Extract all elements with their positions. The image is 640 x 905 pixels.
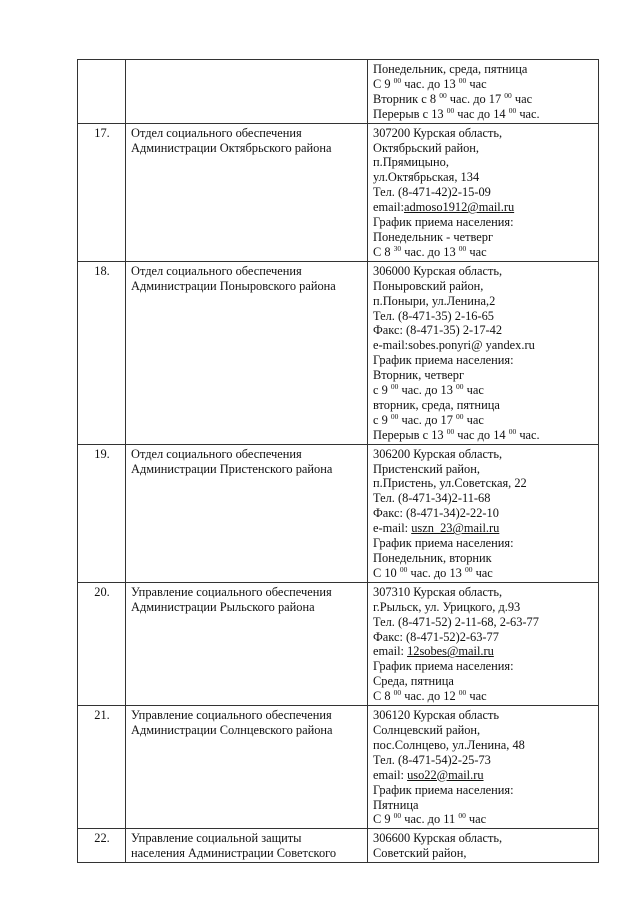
- contact-text: час: [463, 383, 484, 398]
- contact-line: [373, 783, 594, 798]
- contact-line: [373, 383, 594, 398]
- office-name-line: населения Администрации Советского: [131, 846, 337, 861]
- contact-text: час. до 13: [401, 76, 459, 91]
- contact-text: С 8: [373, 689, 394, 704]
- time-minutes: 00: [393, 688, 402, 698]
- contact-text: час.: [516, 427, 540, 442]
- email-link[interactable]: admoso1912@mail.ru: [403, 200, 515, 215]
- contact-text: С 8: [373, 244, 394, 259]
- office-contact-cell: [368, 706, 599, 829]
- contact-text: Перерыв с 13: [373, 427, 447, 442]
- contact-line: [373, 738, 594, 753]
- contact-text: Понедельник, среда, пятница: [373, 62, 528, 76]
- contact-text: с 9: [373, 383, 391, 398]
- contact-line: [373, 92, 594, 107]
- contact-text: час: [511, 91, 533, 106]
- contact-text: час: [466, 689, 487, 704]
- office-name-line: Администрации Октябрьского района: [131, 140, 332, 155]
- contact-line: [373, 536, 594, 551]
- contact-text: Пятница: [373, 797, 419, 812]
- contact-line: [373, 398, 594, 413]
- contact-line: [373, 521, 594, 536]
- office-contact-cell: [368, 444, 599, 582]
- contact-line: [373, 141, 594, 156]
- contact-line: [373, 798, 594, 813]
- office-name-cell: [126, 123, 368, 261]
- contact-line: [373, 353, 594, 368]
- contact-line: [373, 279, 594, 294]
- contact-text: с 9: [373, 412, 391, 427]
- table-row: [78, 123, 599, 261]
- contact-text: График приема населения:: [373, 536, 514, 551]
- row-number: 20.: [78, 582, 126, 705]
- office-name-line: Администрации Солнцевского района: [131, 722, 333, 737]
- contact-line: [373, 644, 594, 659]
- contact-text: Пристенский район,: [373, 461, 480, 476]
- contact-line: [373, 689, 594, 704]
- contact-line: [373, 245, 594, 260]
- office-name-line: Управление социальной защиты: [131, 831, 302, 846]
- contact-line: [373, 506, 594, 521]
- contact-text: час. до 13: [398, 383, 456, 398]
- office-name-cell: [126, 706, 368, 829]
- office-name-line: Администрации Пристенского района: [131, 461, 333, 476]
- contact-text: час: [466, 244, 487, 259]
- contact-line: [373, 107, 594, 122]
- contact-line: [373, 566, 594, 581]
- contact-line: [373, 323, 594, 338]
- contact-text: График приема населения:: [373, 782, 514, 797]
- time-minutes: 00: [390, 411, 399, 421]
- contact-text: Тел. (8-471-35) 2-16-65: [373, 308, 494, 323]
- contact-text: График приема населения:: [373, 215, 514, 230]
- table-row: [78, 829, 599, 863]
- time-minutes: 00: [399, 564, 408, 574]
- time-minutes: 00: [446, 105, 455, 115]
- contact-text: Тел. (8-471-42)2-15-09: [373, 185, 491, 200]
- office-name-line: Отдел социального обеспечения: [131, 263, 302, 278]
- office-name-line: Администрации Рыльского района: [131, 599, 315, 614]
- table-row: [78, 444, 599, 582]
- time-minutes: 00: [458, 688, 467, 698]
- contact-line: [373, 551, 594, 566]
- time-minutes: 00: [393, 75, 402, 85]
- contact-line: [373, 368, 594, 383]
- contact-text: 307310 Курская область,: [373, 584, 503, 599]
- contact-line: [373, 200, 594, 215]
- time-minutes: 00: [508, 105, 517, 115]
- contact-text: Понедельник, вторник: [373, 551, 492, 565]
- contact-line: [373, 264, 594, 279]
- contact-text: час. до 11: [401, 812, 459, 827]
- contact-text: e-mail:sobes.ponyri@ yandex.ru: [373, 338, 535, 353]
- office-name-cell: [126, 261, 368, 444]
- table-row: [78, 261, 599, 444]
- contact-text: пос.Солнцево, ул.Ленина, 48: [373, 737, 525, 752]
- contact-line: [373, 708, 594, 723]
- office-name-line: Отдел социального обеспечения: [131, 125, 302, 140]
- office-name-cell: [126, 444, 368, 582]
- offices-table-body: [78, 60, 599, 863]
- office-name-cell: [126, 829, 368, 863]
- contact-line: [373, 77, 594, 92]
- contact-text: Перерыв с 13: [373, 106, 447, 121]
- office-contact-cell: [368, 261, 599, 444]
- time-minutes: 00: [458, 243, 467, 253]
- time-minutes: 00: [446, 426, 455, 436]
- contact-line: [373, 723, 594, 738]
- contact-text: e-mail:: [373, 521, 412, 536]
- contact-text: email:: [373, 644, 408, 659]
- contact-line: [373, 812, 594, 827]
- row-number: [78, 60, 126, 124]
- table-row: [78, 706, 599, 829]
- contact-line: [373, 630, 594, 645]
- contact-text: час до 14: [454, 106, 509, 121]
- contact-text: 307200 Курская область,: [373, 125, 503, 140]
- contact-text: 306600 Курская область,: [373, 831, 503, 846]
- time-minutes: 00: [456, 382, 464, 392]
- contact-text: час. до 13: [407, 565, 465, 580]
- office-name-line: Управление социального обеспечения: [131, 584, 332, 599]
- office-name-cell: [126, 582, 368, 705]
- contact-line: [373, 413, 594, 428]
- offices-table: [77, 59, 599, 863]
- contact-line: [373, 62, 594, 77]
- contact-line: [373, 600, 594, 615]
- contact-text: г.Рыльск, ул. Урицкого, д.93: [373, 599, 521, 614]
- contact-line: [373, 294, 594, 309]
- contact-text: п.Пристень, ул.Советская, 22: [373, 476, 527, 491]
- contact-text: email:: [373, 767, 408, 782]
- contact-text: email:: [373, 200, 404, 215]
- time-minutes: 00: [508, 426, 517, 436]
- time-minutes: 00: [464, 564, 473, 574]
- contact-line: [373, 428, 594, 443]
- office-contact-cell: [368, 829, 599, 863]
- contact-text: п.Поныри, ул.Ленина,2: [373, 293, 496, 308]
- contact-line: [373, 753, 594, 768]
- time-minutes: 00: [458, 75, 467, 85]
- contact-line: [373, 309, 594, 324]
- contact-text: С 10: [373, 565, 400, 580]
- contact-text: Среда, пятница: [373, 674, 454, 689]
- contact-text: час. до 17: [446, 91, 505, 106]
- contact-line: [373, 659, 594, 674]
- time-minutes: 00: [504, 90, 512, 100]
- contact-line: [373, 338, 594, 353]
- office-name-line: Администрации Поныровского района: [131, 278, 336, 293]
- contact-text: График приема населения:: [373, 353, 514, 368]
- contact-text: С 9: [373, 76, 394, 91]
- contact-line: [373, 476, 594, 491]
- contact-text: Факс: (8-471-35) 2-17-42: [373, 323, 503, 338]
- contact-line: [373, 768, 594, 783]
- contact-line: [373, 462, 594, 477]
- office-contact-cell: [368, 123, 599, 261]
- contact-text: час: [463, 412, 484, 427]
- contact-text: Советский район,: [373, 846, 467, 861]
- contact-text: Тел. (8-471-34)2-11-68: [373, 491, 491, 506]
- row-number: 21.: [78, 706, 126, 829]
- contact-text: Вторник, четверг: [373, 368, 465, 383]
- table-row: [78, 582, 599, 705]
- contact-line: [373, 491, 594, 506]
- contact-line: [373, 185, 594, 200]
- contact-text: час: [466, 76, 487, 91]
- contact-text: 306000 Курская область,: [373, 263, 503, 278]
- contact-text: Октябрьский район,: [373, 140, 480, 155]
- contact-text: С 9: [373, 812, 394, 827]
- contact-text: 306200 Курская область,: [373, 446, 503, 461]
- office-name-cell: [126, 60, 368, 124]
- contact-line: [373, 155, 594, 170]
- contact-text: час. до 12: [401, 689, 459, 704]
- contact-line: [373, 215, 594, 230]
- email-link[interactable]: 12sobes@mail.ru: [407, 644, 494, 659]
- office-name-line: Управление социального обеспечения: [131, 708, 332, 723]
- email-link[interactable]: uszn_23@mail.ru: [411, 521, 500, 536]
- contact-text: Тел. (8-471-52) 2-11-68, 2-63-77: [373, 614, 539, 629]
- office-contact-cell: [368, 582, 599, 705]
- contact-text: Понедельник - четверг: [373, 229, 494, 244]
- contact-text: Факс: (8-471-52)2-63-77: [373, 629, 499, 644]
- contact-text: час до 14: [454, 427, 509, 442]
- time-minutes: 00: [390, 382, 399, 392]
- time-minutes: 00: [393, 811, 402, 821]
- time-minutes: 00: [456, 411, 464, 421]
- email-link[interactable]: uso22@mail.ru: [407, 767, 484, 782]
- contact-line: [373, 615, 594, 630]
- office-contact-cell: [368, 60, 599, 124]
- office-name-line: Отдел социального обеспечения: [131, 446, 302, 461]
- contact-line: [373, 674, 594, 689]
- contact-text: Поныровский район,: [373, 278, 484, 293]
- contact-text: час: [472, 565, 493, 580]
- contact-text: час: [465, 812, 487, 827]
- contact-text: Факс: (8-471-34)2-22-10: [373, 506, 499, 521]
- contact-text: п.Прямицыно,: [373, 155, 449, 170]
- time-minutes: 00: [458, 811, 466, 821]
- row-number: 17.: [78, 123, 126, 261]
- contact-line: [373, 126, 594, 141]
- contact-text: Тел. (8-471-54)2-25-73: [373, 752, 491, 767]
- contact-text: вторник, среда, пятница: [373, 397, 500, 412]
- contact-line: [373, 447, 594, 462]
- contact-text: Вторник с 8: [373, 91, 440, 106]
- contact-text: час. до 13: [401, 244, 459, 259]
- time-minutes: 00: [439, 90, 447, 100]
- contact-text: час.: [516, 106, 540, 121]
- contact-text: час. до 17: [398, 412, 456, 427]
- contact-line: [373, 585, 594, 600]
- row-number: 22.: [78, 829, 126, 863]
- contact-line: [373, 230, 594, 245]
- contact-text: ул.Октябрьская, 134: [373, 170, 480, 185]
- row-number: 19.: [78, 444, 126, 582]
- time-minutes: 30: [393, 243, 402, 253]
- contact-text: 306120 Курская область: [373, 708, 500, 723]
- contact-text: Солнцевский район,: [373, 722, 481, 737]
- contact-text: График приема населения:: [373, 659, 514, 674]
- contact-line: [373, 170, 594, 185]
- contact-line: [373, 831, 594, 846]
- contact-line: [373, 846, 594, 861]
- table-row: [78, 60, 599, 124]
- row-number: 18.: [78, 261, 126, 444]
